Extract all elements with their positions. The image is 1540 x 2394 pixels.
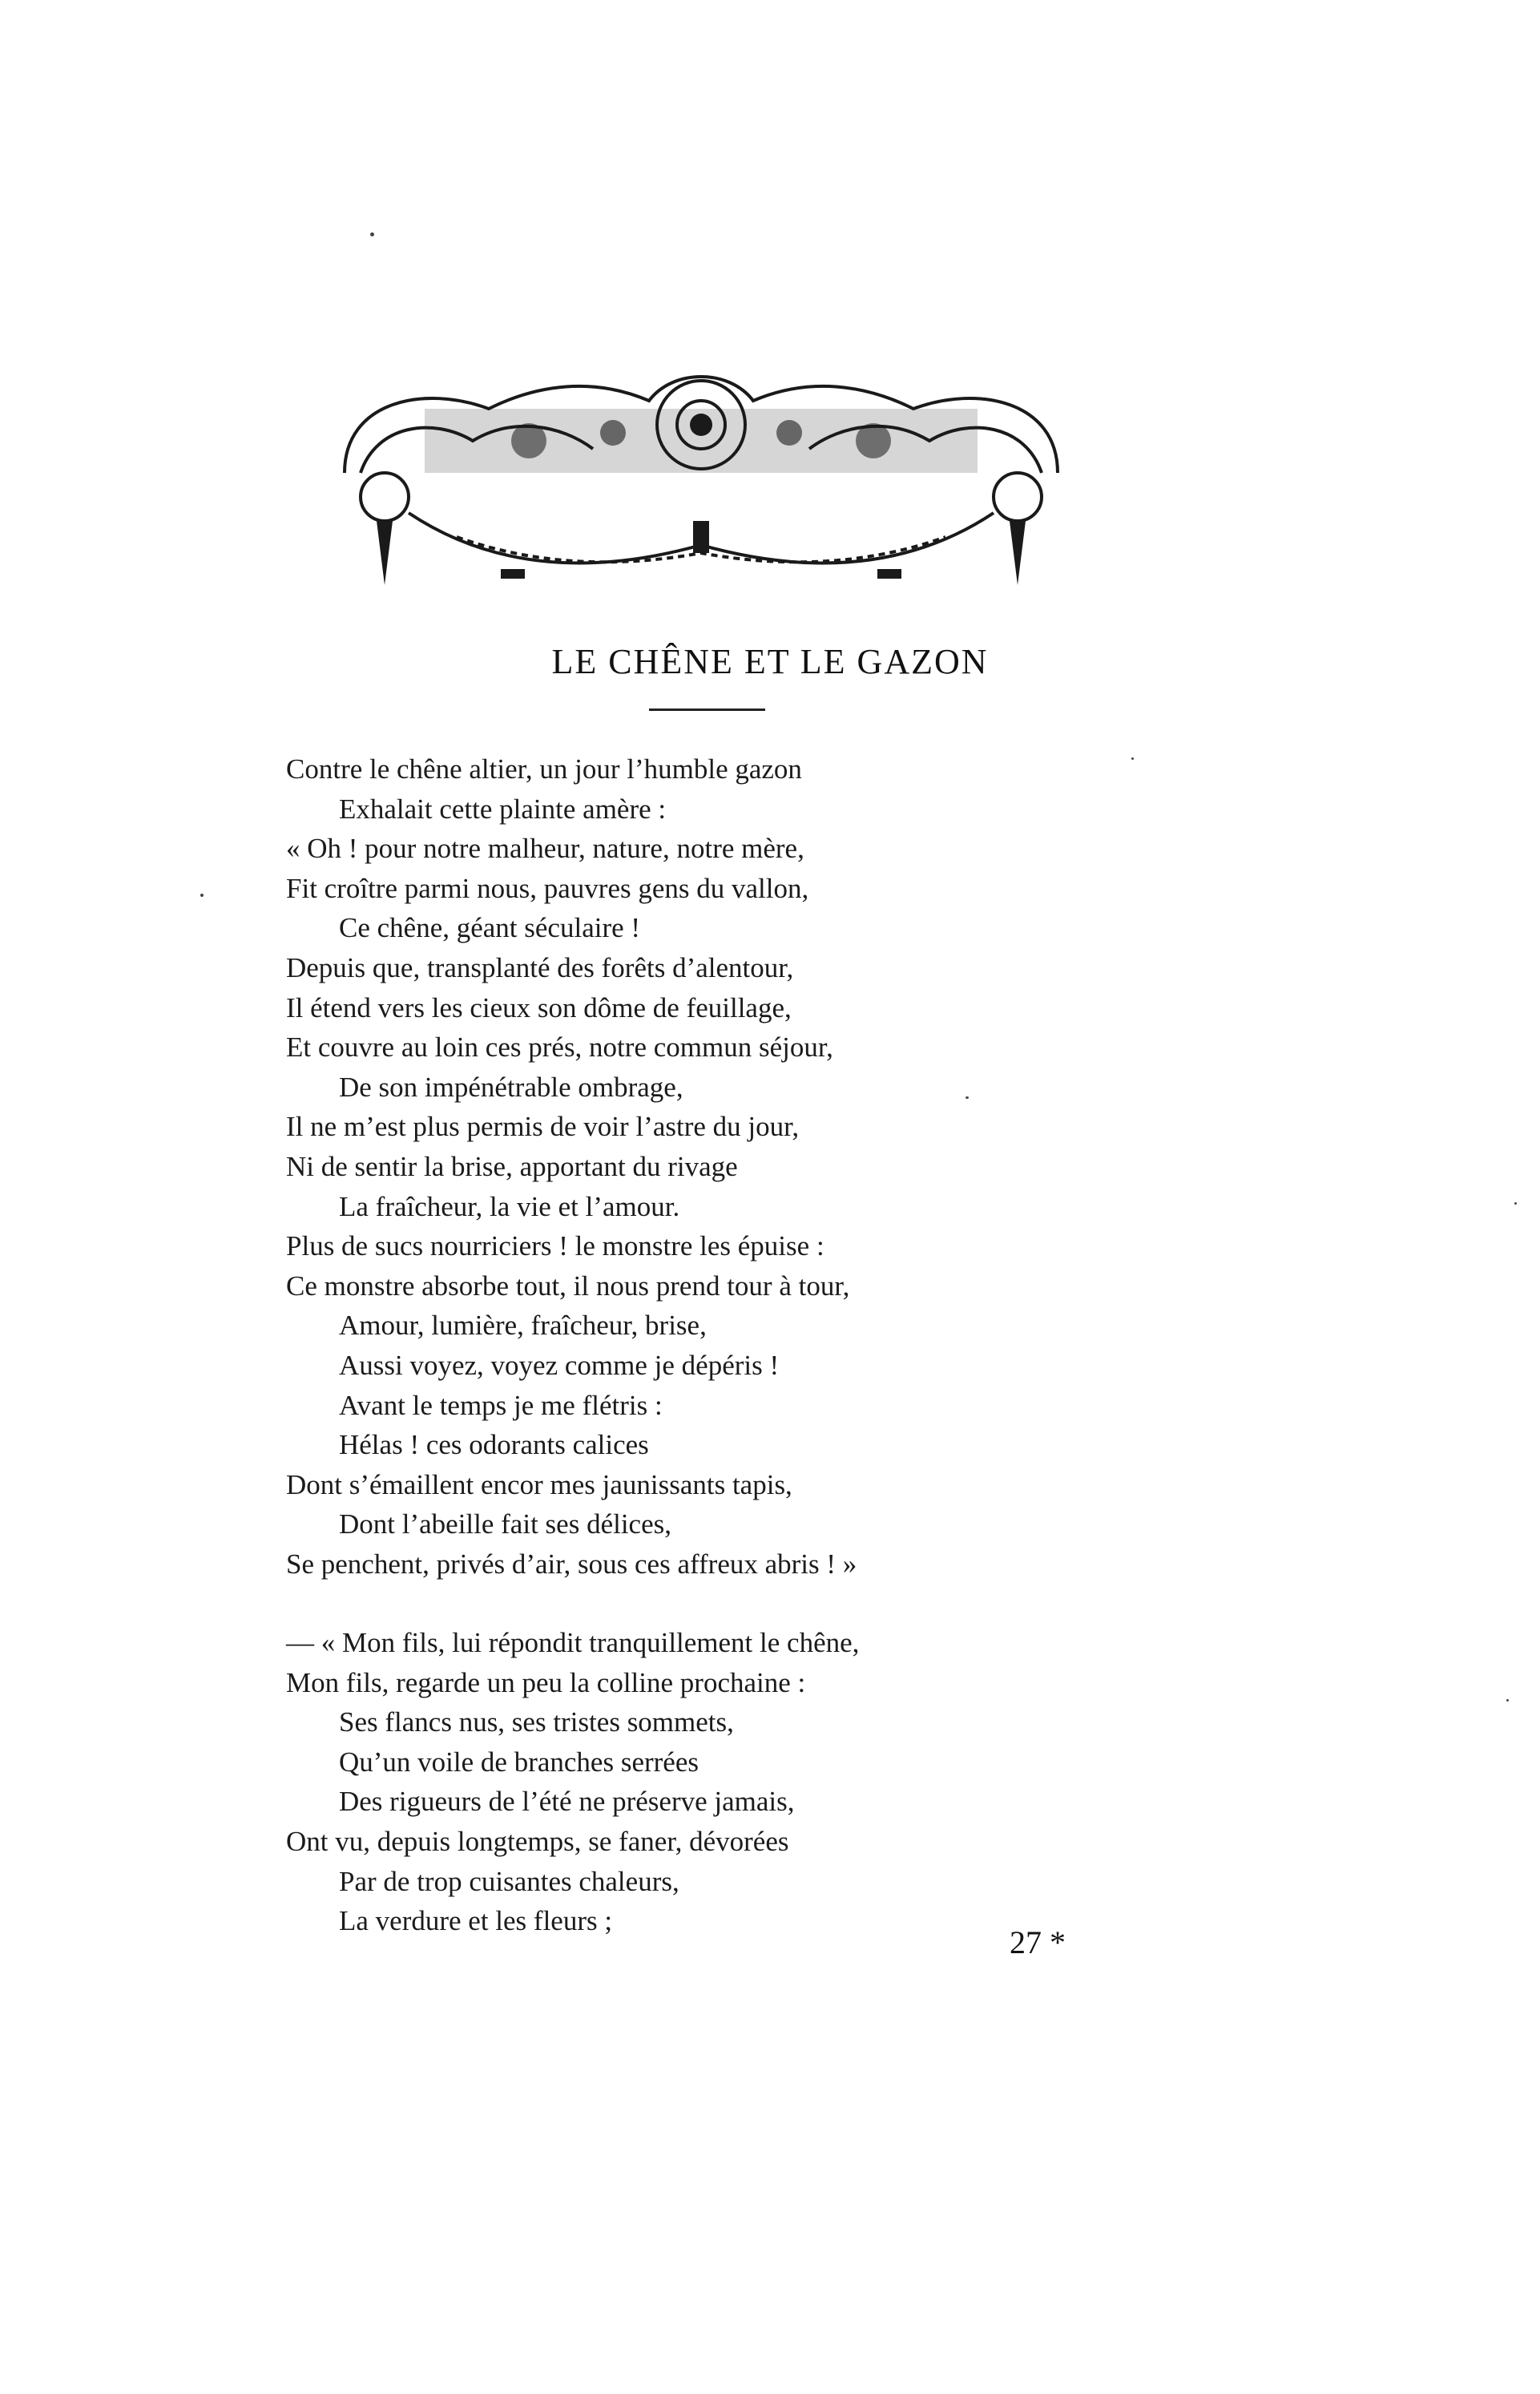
poem-line: Ce monstre absorbe tout, il nous prend tour à tour, <box>286 1270 850 1302</box>
poem-line: Et couvre au loin ces prés, notre commun séjour, <box>286 1031 833 1064</box>
poem-line: Avant le temps je me flétris : <box>339 1389 663 1421</box>
poem-line: Qu’un voile de branches serrées <box>339 1746 699 1778</box>
poem-line: Il étend vers les cieux son dôme de feuillage, <box>286 991 792 1023</box>
ink-speck <box>370 232 374 236</box>
poem-line: Par de trop cuisantes chaleurs, <box>339 1865 679 1897</box>
poem-line: Amour, lumière, fraîcheur, brise, <box>339 1310 707 1342</box>
poem-line: Dont l’abeille fait ses délices, <box>339 1508 671 1540</box>
poem-line: Ni de sentir la brise, apportant du rivage <box>286 1151 738 1182</box>
poem-line: Fit croître parmi nous, pauvres gens du vallon, <box>286 872 809 904</box>
poem-line: « Oh ! pour notre malheur, nature, notre mère, <box>286 833 804 865</box>
ornamental-headpiece <box>329 353 1074 609</box>
poem-title: LE CHÊNE ET LE GAZON <box>551 642 989 681</box>
poem-line: Se penchent, privés d’air, sous ces affreux abris ! » <box>286 1548 857 1580</box>
poem-line: La verdure et les fleurs ; <box>339 1905 613 1937</box>
poem-line: Exhalait cette plainte amère : <box>339 793 667 825</box>
poem-line: Ont vu, depuis longtemps, se faner, dévorées <box>286 1826 789 1857</box>
poem-line: La fraîcheur, la vie et l’amour. <box>339 1190 680 1222</box>
poem-line: Des rigueurs de l’été ne préserve jamais, <box>339 1786 795 1818</box>
poem-line: — « Mon fils, lui répondit tranquillement le chêne, <box>286 1627 860 1658</box>
poem-line: Contre le chêne altier, un jour l’humble gazon <box>286 753 802 785</box>
poem-line: Mon fils, regarde un peu la colline prochaine : <box>286 1666 806 1698</box>
poem-line: Plus de sucs nourriciers ! le monstre les épuise : <box>286 1230 824 1262</box>
poem-line: Dont s’émaillent encor mes jaunissants tapis, <box>286 1468 792 1500</box>
poem-line: Ses flancs nus, ses tristes sommets, <box>339 1706 734 1738</box>
poem-line: De son impénétrable ombrage, <box>339 1071 683 1103</box>
poem-line: Il ne m’est plus permis de voir l’astre du jour, <box>286 1111 800 1143</box>
poem-line: Aussi voyez, voyez comme je dépéris ! <box>339 1350 780 1381</box>
ink-speck <box>200 894 204 897</box>
poem-line: Depuis que, transplanté des forêts d’alentour, <box>286 952 794 983</box>
poem-line: Hélas ! ces odorants calices <box>339 1429 649 1461</box>
poem-line: Ce chêne, géant séculaire ! <box>339 912 641 944</box>
ink-speck <box>1131 757 1134 760</box>
ink-speck <box>966 1096 969 1099</box>
title-rule <box>649 709 765 711</box>
ink-speck <box>1506 1699 1509 1702</box>
ink-speck <box>1514 1202 1517 1205</box>
page-number: 27 * <box>1010 1924 1066 1960</box>
